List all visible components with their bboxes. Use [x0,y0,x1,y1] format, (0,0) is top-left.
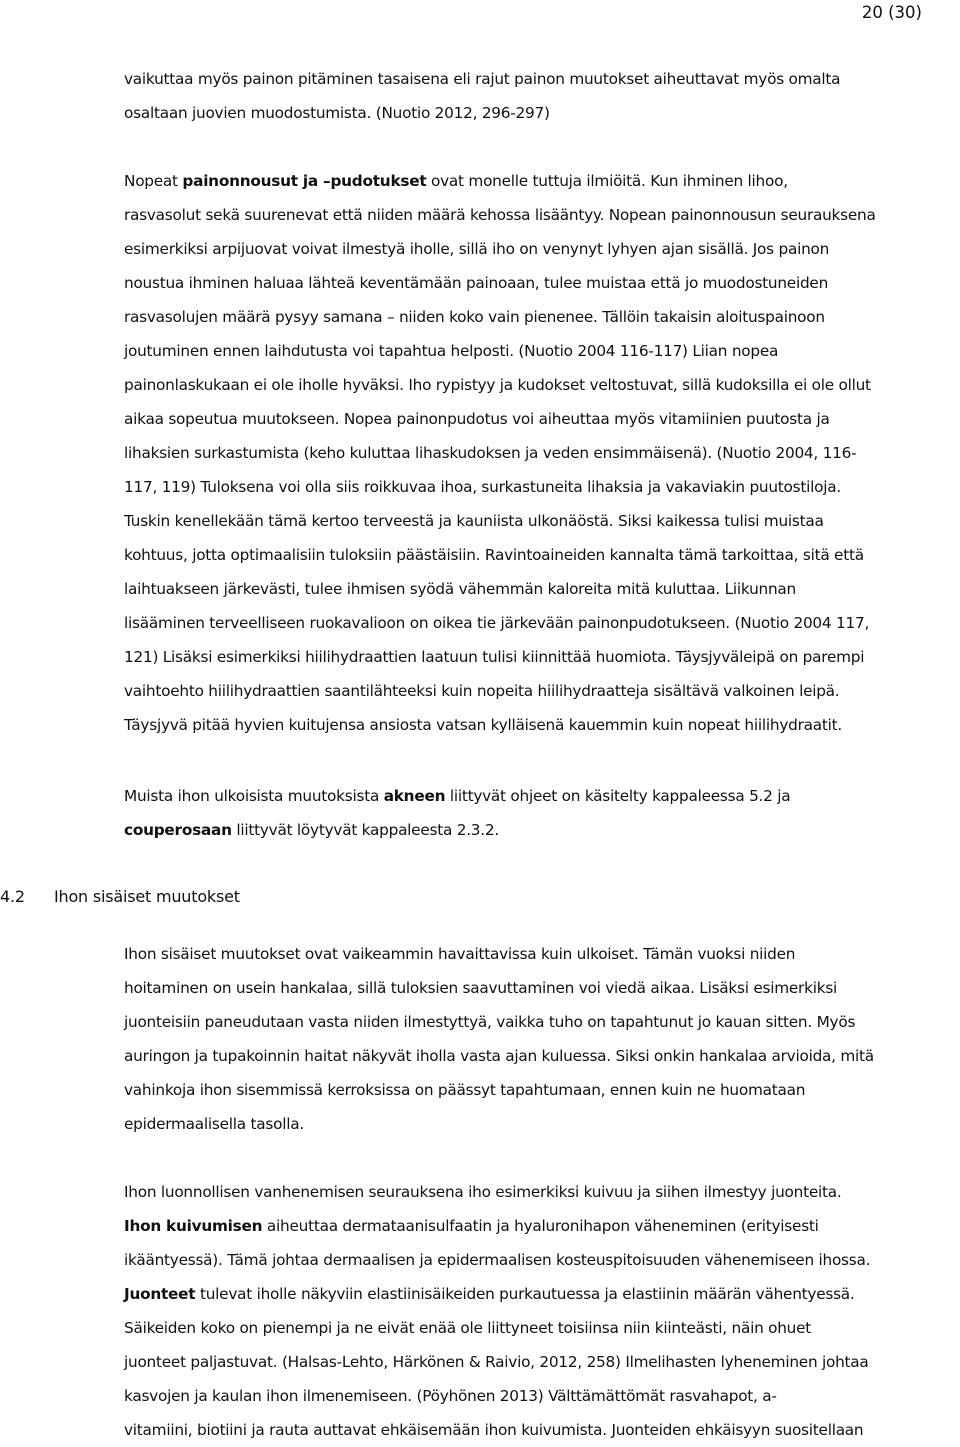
text-run: osaltaan juovien muodostumista. (Nuotio 2012, 296-297) [124,104,550,122]
text-line [124,1379,960,1413]
text-run: 121) Lisäksi esimerkiksi hiilihydraattien laatuun tulisi kiinnittää huomiota. Täysjyväleipä on parempi [124,648,865,666]
text-run: lisääminen terveelliseen ruokavalioon on oikea tie järkevään painonpudotukseen. (Nuotio 2004 117, [124,614,870,632]
paragraph-weight-changes [124,164,960,742]
text-run: hoitaminen on usein hankalaa, sillä tuloksien saavuttaminen voi viedä aikaa. Lisäksi esimerkiksi [124,979,838,997]
text-line [124,572,960,606]
bold-term: Juonteet [124,1285,196,1303]
paragraph-weight-stability [124,62,960,130]
text-run: Täysjyvä pitää hyvien kuitujensa ansiosta vatsan kylläisenä kauemmin kuin nopeat hiilihydraatit. [124,716,842,734]
text-line [124,368,960,402]
text-run: laihtuakseen järkevästi, tulee ihmisen syödä vähemmän kaloreita mitä kuluttaa. Liikunnan [124,580,796,598]
section-heading [0,880,400,914]
text-run: ovat monelle tuttuja ilmiöitä. Kun ihminen lihoo, [426,172,788,190]
text-line [124,198,960,232]
text-run: liittyvät löytyvät kappaleesta 2.3.2. [231,821,499,839]
text-line [124,470,960,504]
text-line [124,334,960,368]
bold-term: painonnousut ja –pudotukset [182,172,427,190]
text-run: rasvasolut sekä suurenevat että niiden määrä kehossa lisääntyy. Nopean painonnousun seurauksena [124,206,876,224]
text-run: rasvasolujen määrä pysyy samana – niiden koko vain pienenee. Tällöin takaisin aloituspainoon [124,308,825,326]
text-run: auringon ja tupakoinnin haitat näkyvät iholla vasta ajan kuluessa. Siksi onkin hankalaa arvioida, mitä [124,1047,874,1065]
text-line [124,1345,960,1379]
bold-term: akneen [383,787,446,805]
text-run: Ihon sisäiset muutokset ovat vaikeammin havaittavissa kuin ulkoiset. Tämän vuoksi niiden [124,945,796,963]
text-run: painonlaskukaan ei ole iholle hyväksi. Iho rypistyy ja kudokset veltostuvat, sillä kudoksilla ei ole ollut [124,376,871,394]
text-run: Säikeiden koko on pienempi ja ne eivät enää ole liittyneet toisiinsa niin kiinteästi, näin ohuet [124,1319,812,1337]
text-line [124,674,960,708]
page-number: 20 (30) [861,3,922,22]
text-line [124,1311,960,1345]
text-run: vaihtoehto hiilihydraattien saantilähteeksi kuin nopeita hiilihydraatteja sisältävä valkoinen leipä. [124,682,840,700]
text-run: Nopeat [124,172,183,190]
text-line [124,937,960,971]
text-line [124,62,960,96]
text-line [124,1005,960,1039]
text-line [124,640,960,674]
bold-term: couperosaan [124,821,232,839]
text-run: 117, 119) Tuloksena voi olla siis roikkuvaa ihoa, surkastuneita lihaksia ja vakaviakin puutostiloja. [124,478,841,496]
text-line [124,436,960,470]
text-line [124,708,960,742]
text-line [124,96,960,130]
section-number: 4.2 [0,887,25,906]
text-line [124,1243,960,1277]
text-run: vitamiini, biotiini ja rauta auttavat ehkäisemään ihon kuivumista. Juonteiden ehkäisyyn suositellaan [124,1421,864,1439]
text-run: noustua ihminen haluaa lähteä keventämään painoaan, tulee muistaa että jo muodostuneiden [124,274,829,292]
text-line [124,1107,960,1141]
text-run: juonteisiin paneudutaan vasta niiden ilmestyttyä, vaikka tuho on tapahtunut jo kauan sitten. Myös [124,1013,856,1031]
text-line [124,402,960,436]
text-run: Ihon luonnollisen vanhenemisen seurauksena iho esimerkiksi kuivuu ja siihen ilmestyy juonteita. [124,1183,842,1201]
text-line [124,813,960,847]
text-run: lihaksien surkastumista (keho kuluttaa lihaskudoksen ja veden ensimmäisenä). (Nuotio 2004, 116- [124,444,857,462]
text-run: ikääntyessä). Tämä johtaa dermaalisen ja epidermaalisen kosteuspitoisuuden vähenemiseen ihossa. [124,1251,871,1269]
text-run: kohtuus, jotta optimaalisiin tuloksiin päästäisiin. Ravintoaineiden kannalta tämä tarkoittaa, sitä että [124,546,864,564]
text-line [124,1039,960,1073]
text-run: epidermaalisella tasolla. [124,1115,304,1133]
text-line [124,1073,960,1107]
paragraph-external-changes-reference [124,779,960,847]
text-line [124,971,960,1005]
text-line [124,164,960,198]
section-title: Ihon sisäiset muutokset [54,887,240,906]
text-run: Tuskin kenellekään tämä kertoo terveestä ja kauniista ulkonäöstä. Siksi kaikessa tulisi muistaa [124,512,824,530]
paragraph-natural-aging [124,1175,960,1447]
text-line [124,779,960,813]
text-line [124,300,960,334]
text-run: esimerkiksi arpijuovat voivat ilmestyä iholle, sillä iho on venynyt lyhyen ajan sisällä. Jos painon [124,240,830,258]
text-run: aiheuttaa dermataanisulfaatin ja hyaluronihapon väheneminen (erityisesti [262,1217,819,1235]
text-line [124,1209,960,1243]
text-line [124,1277,960,1311]
text-run: vahinkoja ihon sisemmissä kerroksissa on päässyt tapahtumaan, ennen kuin ne huomataan [124,1081,806,1099]
text-line [124,538,960,572]
paragraph-internal-changes [124,937,960,1141]
text-line [124,1413,960,1447]
text-run: Muista ihon ulkoisista muutoksista [124,787,384,805]
text-run: aikaa sopeutua muutokseen. Nopea painonpudotus voi aiheuttaa myös vitamiinien puutosta ja [124,410,830,428]
text-line [124,606,960,640]
text-line [124,504,960,538]
text-run: joutuminen ennen laihdutusta voi tapahtua helposti. (Nuotio 2004 116-117) Liian nopea [124,342,779,360]
text-line [124,266,960,300]
text-run: juonteet paljastuvat. (Halsas-Lehto, Härkönen & Raivio, 2012, 258) Ilmelihasten lyheneminen johtaa [124,1353,869,1371]
bold-term: Ihon kuivumisen [124,1217,263,1235]
text-line [124,1175,960,1209]
text-run: kasvojen ja kaulan ihon ilmenemiseen. (Pöyhönen 2013) Välttämättömät rasvahapot, a- [124,1387,777,1405]
text-run: vaikuttaa myös painon pitäminen tasaisena eli rajut painon muutokset aiheuttavat myös omalta [124,70,841,88]
text-line [124,232,960,266]
text-run: tulevat iholle näkyviin elastiinisäikeiden purkautuessa ja elastiinin määrän vähentyessä. [195,1285,855,1303]
text-run: liittyvät ohjeet on käsitelty kappaleessa 5.2 ja [445,787,791,805]
